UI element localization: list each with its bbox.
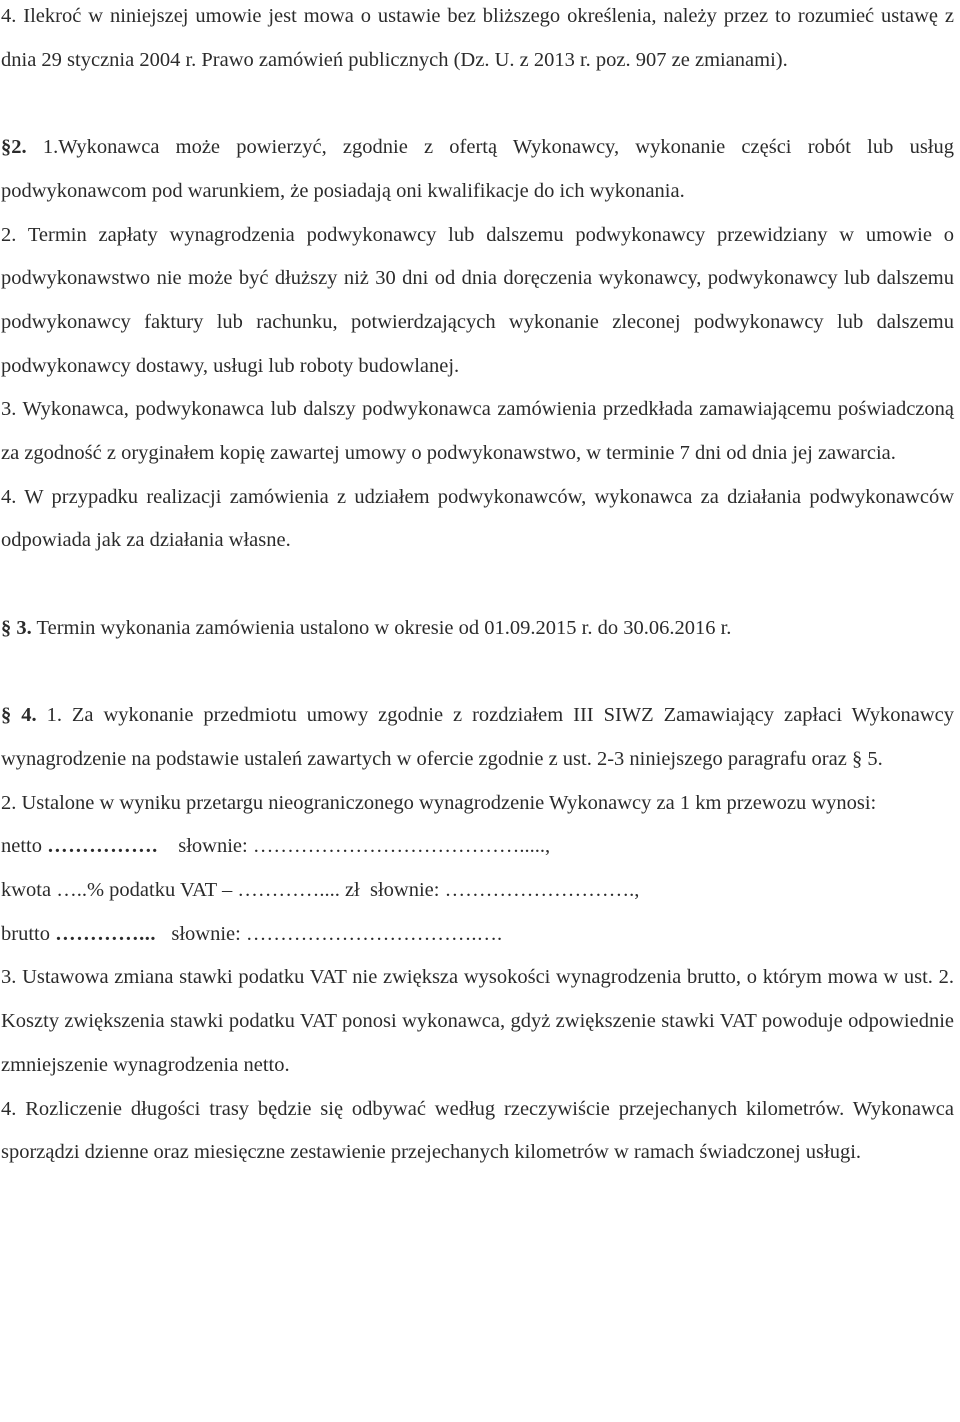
section-3-number: 3. [16,616,32,639]
vat-line: kwota …..% podatku VAT – ………….... zł słownie: ………………………., [1,879,640,902]
netto-amount-blank: ……………. [47,835,158,858]
section-sign: § [1,616,12,639]
brutto-words-blank: słownie: …………………………….…. [155,922,508,945]
paragraph-text: Termin wykonania zamówienia ustalono w okresie od 01.09.2015 r. do 30.06.2016 r. [36,616,732,639]
section-3-paragraph [1,607,954,651]
paragraph-definition-act: 4. Ilekroć w niniejszej umowie jest mowa o ustawie bez bliższego określenia, należy przez to rozumieć ustawę z dnia 29 stycznia 2004 r. Prawo zamówień publicznych (Dz. U. z 2013 r. poz. 907 ze zmianami). [1,5,954,71]
paragraph-text: 1. Za wykonanie przedmiotu umowy zgodnie z rozdziałem III SIWZ Zamawiający zapłaci Wykonawcy wynagrodzenie na podstawie ustaleń zawartych w ofercie zgodnie z ust. 2-3 niniejszego paragrafu oraz § 5. [1,704,954,770]
section-sign: § [1,704,12,727]
section-4-paragraph-4: 4. Rozliczenie długości trasy będzie się odbywać według rzeczywiście przejechanych kilometrów. Wykonawca sporządzi dzienne oraz miesięczne zestawienie przejechanych kilometrów w ramach świadczonej usługi. [1,1097,954,1164]
spacer [1,82,954,126]
netto-label: netto [1,835,48,858]
section-2-number: 2. [11,136,27,159]
paragraph-number: 1. [42,136,59,159]
spacer [1,651,954,695]
brutto-line [1,913,954,957]
paragraph-text: Wykonawca może powierzyć, zgodnie z ofertą Wykonawcy, wykonanie części robót lub usług podwykonawcom pod warunkiem, że posiadają oni kwalifikacje do ich wykonania. [1,136,954,202]
section-2-paragraph-2: 2. Termin zapłaty wynagrodzenia podwykonawcy lub dalszemu podwykonawcy przewidziany w umowie o podwykonawstwo nie może być dłuższy niż 30 dni od dnia doręczenia wykonawcy, podwykonawcy lub dalszemu podwykonawcy faktury lub rachunku, potwierdzających wykonanie zleconej podwykonawcy lub dalszemu podwykonawcy dostawy, usługi lub roboty budowlanej. [1,223,954,377]
netto-line [1,825,954,869]
section-sign: § [1,136,12,159]
brutto-amount-blank: …………... [55,922,156,945]
spacer [1,563,954,607]
section-4-heading-paragraph-1 [1,694,954,781]
section-2-paragraph-1 [1,126,954,213]
section-4-paragraph-3: 3. Ustawowa zmiana stawki podatku VAT nie zwiększa wysokości wynagrodzenia brutto, o którym mowa w ust. 2. Koszty zwiększenia stawki podatku VAT ponosi wykonawca, gdyż zwiększenie stawki VAT powoduje odpowiednie zmniejszenie wynagrodzenia netto. [1,966,954,1076]
section-2-paragraph-3: 3. Wykonawca, podwykonawca lub dalszy podwykonawca zamówienia przedkłada zamawiającemu poświadczoną za zgodność z oryginałem kopię zawartej umowy o podwykonawstwo, w terminie 7 dni od dnia jej zawarcia. [1,398,954,465]
section-4-paragraph-2: 2. Ustalone w wyniku przetargu nieograniczonego wynagrodzenie Wykonawcy za 1 km przewozu wynosi: [1,791,877,814]
brutto-label: brutto [1,922,56,945]
section-4-number: 4. [21,704,37,727]
netto-words-blank: słownie: …………………………………....., [157,835,551,858]
section-2-paragraph-4: 4. W przypadku realizacji zamówienia z udziałem podwykonawców, wykonawca za działania podwykonawców odpowiada jak za działania własne. [1,485,954,552]
